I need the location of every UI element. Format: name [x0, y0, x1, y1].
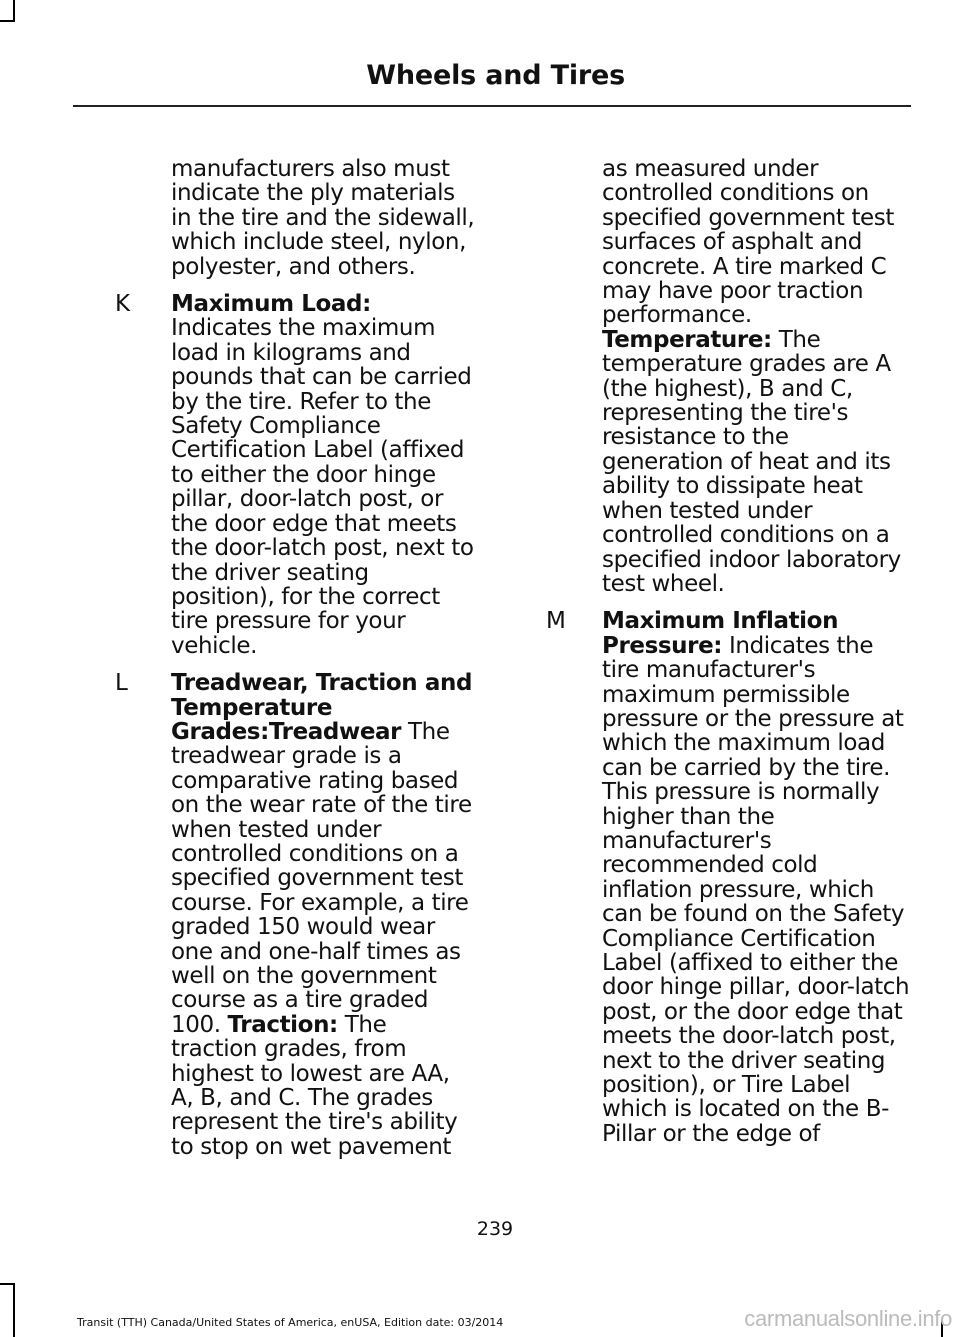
temperature-text: The temperature grades are A (the highest), B and C, representing the tire's resistance to the generation of heat and its ability to dissipate heat when tested under controlled conditions on a specified indoor laboratory test wheel. [602, 326, 901, 597]
item-text: Indicates the tire manufacturer's maximum permissible pressure or the pressure at which the maximum load can be carried by the tire. This pressure is normally higher than the manufacturer's recommended cold inflation pressure, which can be found on the Safety Compliance Certification Label (affixed to either the door hinge pillar, door-latch post, or the door edge that meets the door-latch post, next to the driver seating position), or Tire Label which is located on the B-Pillar or the edge of [602, 632, 910, 1147]
right-column [546, 157, 912, 1146]
header-divider [73, 105, 911, 107]
edition-footer: Transit (TTH) Canada/United States of America, enUSA, Edition date: 03/2014 [77, 1316, 504, 1329]
item-letter: K [115, 291, 130, 318]
item-title: Treadwear, Traction and Temperature Grades:Treadwear [171, 670, 473, 745]
item-letter: M [546, 608, 566, 635]
crop-mark-bottom-left-h [0, 1283, 15, 1285]
list-item [546, 157, 912, 596]
list-item [115, 157, 475, 279]
crop-mark-top-left-h [0, 20, 15, 22]
continuation-text: manufacturers also must indicate the ply materials in the tire and the sidewall, which include steel, nylon, polyester, and others. [171, 156, 475, 280]
item-text: Indicates the maximum load in kilograms and pounds that can be carried by the tire. Refer to the Safety Compliance Certification Label (affixed to either the door hinge pillar, door-latch post, or the door edge that meets the door-latch post, next to the driver seating position), for the correct tire pressure for your vehicle. [171, 315, 474, 659]
item-letter: L [115, 670, 128, 697]
item-subtitle: Traction: [227, 1011, 338, 1038]
left-column [115, 157, 475, 1159]
item-text: The treadwear grade is a comparative rating based on the wear rate of the tire when tested under controlled conditions on a specified government test course. For example, a tire graded 150 would wear one and one-half times as well on the government course as a tire graded 100. [171, 718, 472, 1038]
item-title: Maximum Load: [171, 291, 371, 318]
page-number: 239 [476, 1218, 514, 1240]
list-item-m [546, 609, 912, 1146]
crop-mark-bottom-left-v [13, 1283, 15, 1337]
continuation-text: as measured under controlled conditions on specified government test surfaces of asphalt and concrete. A tire marked C may have poor traction performance. [602, 156, 895, 329]
item-title: Maximum Inflation Pressure: [602, 608, 839, 659]
watermark[interactable]: carmanualsonline.info [744, 1306, 952, 1331]
item-text-2: The traction grades, from highest to lowest are AA, A, B, and C. The grades represent the tire's ability to stop on wet pavement [171, 1011, 458, 1160]
list-item-k [115, 292, 475, 658]
page-title: Wheels and Tires [366, 60, 625, 91]
crop-mark-top-left-v [13, 0, 15, 22]
list-item-l [115, 671, 475, 1159]
temperature-title: Temperature: [602, 326, 772, 353]
